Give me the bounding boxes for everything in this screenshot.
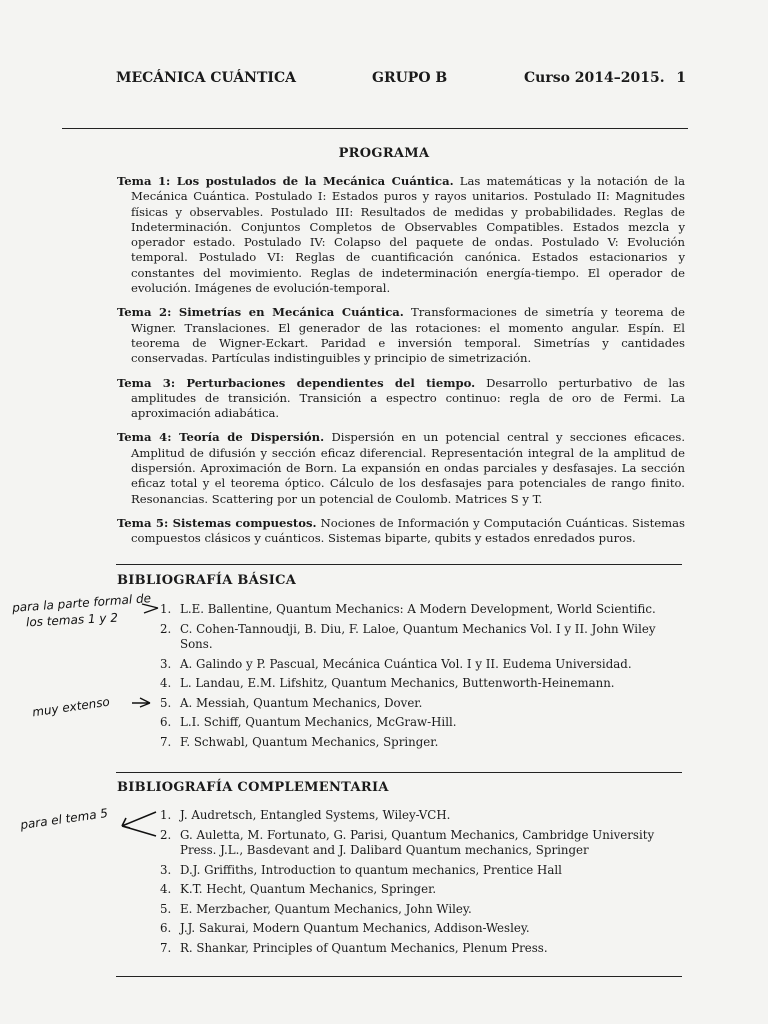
list-item: 7. R. Shankar, Principles of Quantum Mechanics, Plenum Press. (160, 940, 548, 955)
arrow-complementaria (122, 812, 156, 836)
handwritten-note-temas: los temas 1 y 2 (25, 610, 119, 630)
tema-text: Nociones de Información y Computación Cuánticas. Sistemas compuestos clásicos y cuánticos. Sistemas biparte, qubits y estados enredados puros. (131, 515, 685, 546)
programa-heading: PROGRAMA (338, 146, 430, 161)
handwritten-note-tema5: para el tema 5 (19, 805, 109, 833)
list-item: 4. L. Landau, E.M. Lifshitz, Quantum Mechanics, Buttenworth-Heinemann. (160, 676, 615, 690)
list-item: 3. A. Galindo y P. Pascual, Mecánica Cuántica Vol. I y II. Eudema Universidad. (160, 656, 632, 671)
list-item: 1. J. Audretsch, Entangled Systems, Wiley-VCH. (160, 808, 451, 822)
bibliografia-complementaria-heading: BIBLIOGRAFÍA COMPLEMENTARIA (117, 780, 389, 795)
handwritten-note-formal: para la parte formal de (11, 591, 152, 615)
list-item: 2. C. Cohen-Tannoudji, B. Diu, F. Laloe, Quantum Mechanics Vol. I y II. John Wiley Sons. (160, 621, 656, 651)
tema-text: Dispersión en un potencial central y secciones eficaces. Amplitud de difusión y sección eficaz diferencial. Representación integral de la amplitud de dispersión. Aproximación de Born. La expansión en ondas parciales y desfasajes. La sección eficaz total y el teorema óptico. Cálculo de los desfasajes para potenciales de rango finito. Resonancias. Scattering por un potencial de Coulomb. Matrices S y T. (131, 430, 685, 506)
list-item: 6. L.I. Schiff, Quantum Mechanics, McGraw-Hill. (160, 715, 457, 729)
tema-label: Tema 2: Simetrías en Mecánica Cuántica. (117, 305, 404, 320)
list-item: 2. G. Auletta, M. Fortunato, G. Parisi, Quantum Mechanics, Cambridge University Press. J.L., Basdevant and J. Dalibard Quantum mechanics, Springer (160, 827, 655, 857)
bibliografia-basica-heading: BIBLIOGRAFÍA BÁSICA (117, 573, 297, 588)
group-label: GRUPO B (372, 70, 448, 86)
list-item: 7. F. Schwabl, Quantum Mechanics, Springer. (160, 734, 439, 749)
list-item: 6. J.J. Sakurai, Modern Quantum Mechanics, Addison-Wesley. (160, 921, 530, 935)
academic-year: Curso 2014–2015. (524, 70, 665, 86)
arrow-basica-1 (142, 604, 158, 613)
arrow-basica-5 (132, 698, 150, 707)
tema-label: Tema 4: Teoría de Dispersión. (117, 430, 325, 445)
tema-label: Tema 3: Perturbaciones dependientes del tiempo. (117, 375, 476, 390)
tema-text: Desarrollo perturbativo de las amplitudes de transición. Transición a espectro continuo: regla de oro de Fermi. La aproximación adiabática. (131, 375, 685, 421)
tema-text: Transformaciones de simetría y teorema de Wigner. Translaciones. El generador de las rotaciones: el momento angular. Espín. El teorema de Wigner-Eckart. Paridad e inversión temporal. Simetrías y cantidades conservadas. Partículas indistinguibles y principio de simetrización. (131, 305, 686, 366)
list-item: 4. K.T. Hecht, Quantum Mechanics, Springer. (160, 882, 437, 896)
tema-text: Las matemáticas y la notación de la Mecánica Cuántica. Postulado I: Estados puros y rayos unitarios. Postulado II: Magnitudes físicas y observables. Postulado III: Resultados de medidas y probabilidades. Reglas de Indeterminación. Conjuntos Completos de Observables Compatibles. Estados mezcla y operador estado. Postulado IV: Colapso del paquete de ondas. Postulado V: Evolución temporal. Postulado VI: Reglas de cuantificación canónica. Estados estacionarios y constantes del movimiento. Reglas de indeterminación energía-tiempo. El operador de evolución. Imágenes de evolución-temporal. (131, 174, 686, 296)
page-number: 1 (676, 70, 686, 86)
list-item: 1. L.E. Ballentine, Quantum Mechanics: A Modern Development, World Scientific. (160, 602, 656, 616)
tema-label: Tema 1: Los postulados de la Mecánica Cuántica. (117, 174, 454, 188)
list-item: 5. A. Messiah, Quantum Mechanics, Dover. (160, 695, 423, 710)
course-title: MECÁNICA CUÁNTICA (116, 70, 296, 86)
handwritten-note-extenso: muy extenso (31, 694, 111, 720)
list-item: 3. D.J. Griffiths, Introduction to quantum mechanics, Prentice Hall (160, 862, 562, 877)
tema-label: Tema 5: Sistemas compuestos. (117, 515, 317, 530)
list-item: 5. E. Merzbacher, Quantum Mechanics, John Wiley. (160, 901, 472, 916)
